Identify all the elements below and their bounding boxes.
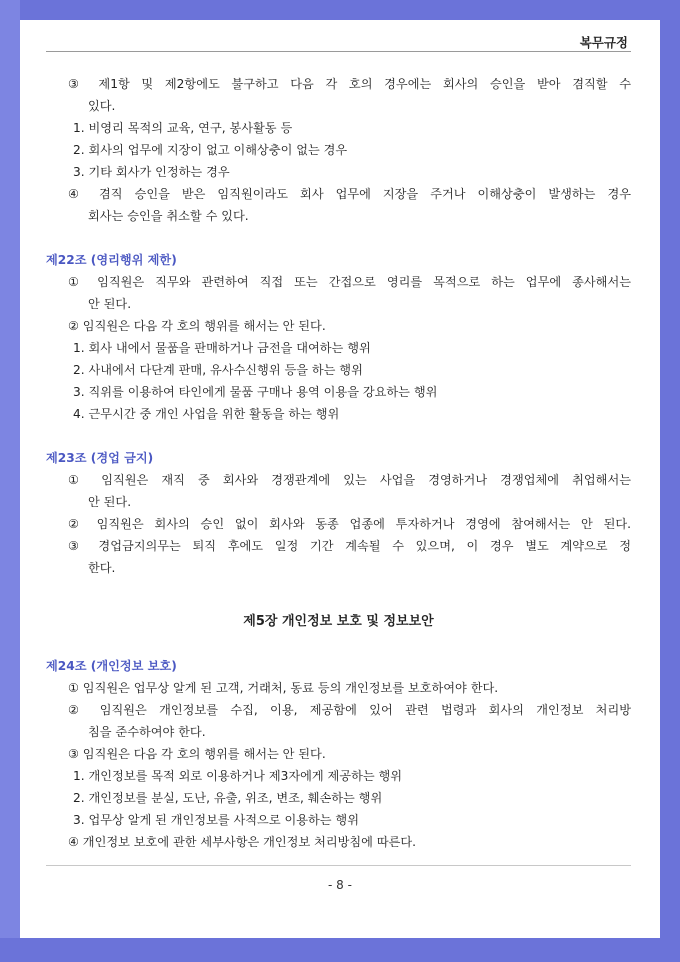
clause-item: ② 임직원은 개인정보를 수집, 이용, 제공함에 있어 관련 법령과 회사의 개인정보 처리방 — [68, 703, 631, 717]
background-panel-left — [0, 0, 20, 962]
clause-item: ④ 개인정보 보호에 관한 세부사항은 개인정보 처리방침에 따른다. — [68, 835, 417, 849]
header-divider — [46, 51, 631, 52]
numbered-item: 3. 기타 회사가 인정하는 경우 — [73, 165, 230, 179]
page-number: - 8 - — [328, 878, 352, 892]
numbered-item: 2. 회사의 업무에 지장이 없고 이해상충이 없는 경우 — [73, 143, 348, 157]
background-panel-bottom — [0, 938, 680, 962]
clause-continuation: 있다. — [88, 99, 116, 113]
article-title: 제23조 (경업 금지) — [46, 451, 154, 465]
clause-continuation: 안 된다. — [88, 297, 132, 311]
numbered-item: 4. 근무시간 중 개인 사업을 위한 활동을 하는 행위 — [73, 407, 340, 421]
clause-continuation: 회사는 승인을 취소할 수 있다. — [88, 209, 249, 223]
numbered-item: 1. 비영리 목적의 교육, 연구, 봉사활동 등 — [73, 121, 293, 135]
footer-divider — [46, 865, 631, 866]
clause-item: ④ 겸직 승인을 받은 임직원이라도 회사 업무에 지장을 주거나 이해상충이 발생하는 경우 — [68, 187, 631, 201]
clause-item: ② 임직원은 회사의 승인 없이 회사와 동종 업종에 투자하거나 경영에 참여해서는 안 된다. — [68, 517, 631, 531]
article-21-continued — [46, 73, 631, 227]
clause-item: ① 임직원은 재직 중 회사와 경쟁관계에 있는 사업을 경영하거나 경쟁업체에 취업해서는 — [68, 473, 631, 487]
article-22 — [46, 249, 631, 425]
chapter-title: 제5장 개인정보 보호 및 정보보안 — [243, 614, 434, 629]
article-title: 제22조 (영리행위 제한) — [46, 253, 177, 267]
document-title: 복무규정 — [579, 35, 628, 50]
numbered-item: 3. 직위를 이용하여 타인에게 물품 구매나 용역 이용을 강요하는 행위 — [73, 385, 438, 399]
article-23 — [46, 447, 631, 579]
clause-continuation: 안 된다. — [88, 495, 132, 509]
numbered-item: 3. 업무상 알게 된 개인정보를 사적으로 이용하는 행위 — [73, 813, 359, 827]
numbered-item: 2. 사내에서 다단계 판매, 유사수신행위 등을 하는 행위 — [73, 363, 363, 377]
clause-continuation: 침을 준수하여야 한다. — [88, 725, 206, 739]
clause-item: ③ 경업금지의무는 퇴직 후에도 일정 기간 계속될 수 있으며, 이 경우 별도 계약으로 정 — [68, 539, 631, 553]
numbered-item: 2. 개인정보를 분실, 도난, 유출, 위조, 변조, 훼손하는 행위 — [73, 791, 383, 805]
clause-item: ① 임직원은 직무와 관련하여 직접 또는 간접으로 영리를 목적으로 하는 업무에 종사해서는 — [68, 275, 631, 289]
clause-item: ② 임직원은 다음 각 호의 행위를 해서는 안 된다. — [68, 319, 326, 333]
clause-item: ① 임직원은 업무상 알게 된 고객, 거래처, 동료 등의 개인정보를 보호하여야 한다. — [68, 681, 499, 695]
clause-item: ③ 임직원은 다음 각 호의 행위를 해서는 안 된다. — [68, 747, 326, 761]
article-24 — [46, 655, 631, 853]
numbered-item: 1. 개인정보를 목적 외로 이용하거나 제3자에게 제공하는 행위 — [73, 769, 403, 783]
article-title: 제24조 (개인정보 보호) — [46, 659, 177, 673]
numbered-item: 1. 회사 내에서 물품을 판매하거나 금전을 대여하는 행위 — [73, 341, 371, 355]
document-body — [46, 73, 631, 853]
clause-item: ③ 제1항 및 제2항에도 불구하고 다음 각 호의 경우에는 회사의 승인을 받아 겸직할 수 — [68, 77, 631, 91]
clause-continuation: 한다. — [88, 561, 116, 575]
